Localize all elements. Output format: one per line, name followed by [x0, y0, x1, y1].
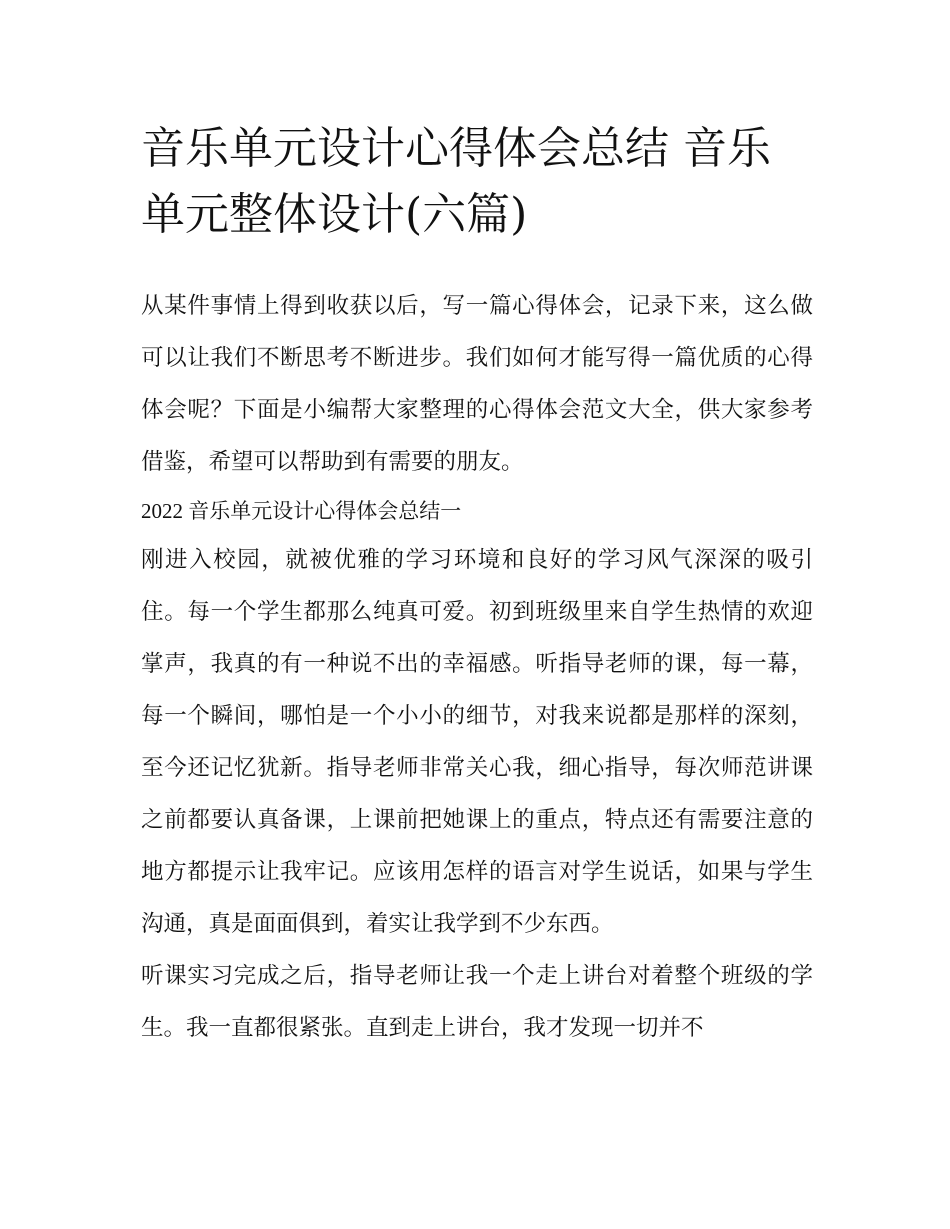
document-body: [141, 280, 813, 1054]
section-heading: 2022 音乐单元设计心得体会总结一: [141, 499, 462, 523]
body-paragraph-1: 刚进入校园，就被优雅的学习环境和良好的学习风气深深的吸引住。每一个学生都那么纯真可爱。初到班级里来自学生热情的欢迎掌声，我真的有一种说不出的幸福感。听指导老师的课，每一幕，每一个瞬间，哪怕是一个小小的细节，对我来说都是那样的深刻，至今还记忆犹新。指导老师非常关心我，细心指导，每次师范讲课之前都要认真备课，上课前把她课上的重点，特点还有需要注意的地方都提示让我牢记。应该用怎样的语言对学生说话，如果与学生沟通，真是面面俱到，着实让我学到不少东西。: [141, 547, 813, 937]
document-page: [141, 0, 813, 1229]
document-title: 音乐单元设计心得体会总结 音乐单元整体设计(六篇): [141, 123, 771, 240]
body-paragraph-2: 听课实习完成之后，指导老师让我一个走上讲台对着整个班级的学生。我一直都很紧张。直到走上讲台，我才发现一切并不: [141, 963, 813, 1041]
intro-paragraph: 从某件事情上得到收获以后，写一篇心得体会，记录下来，这么做可以让我们不断思考不断进步。我们如何才能写得一篇优质的心得体会呢？下面是小编帮大家整理的心得体会范文大全，供大家参考借鉴，希望可以帮助到有需要的朋友。: [141, 293, 813, 475]
